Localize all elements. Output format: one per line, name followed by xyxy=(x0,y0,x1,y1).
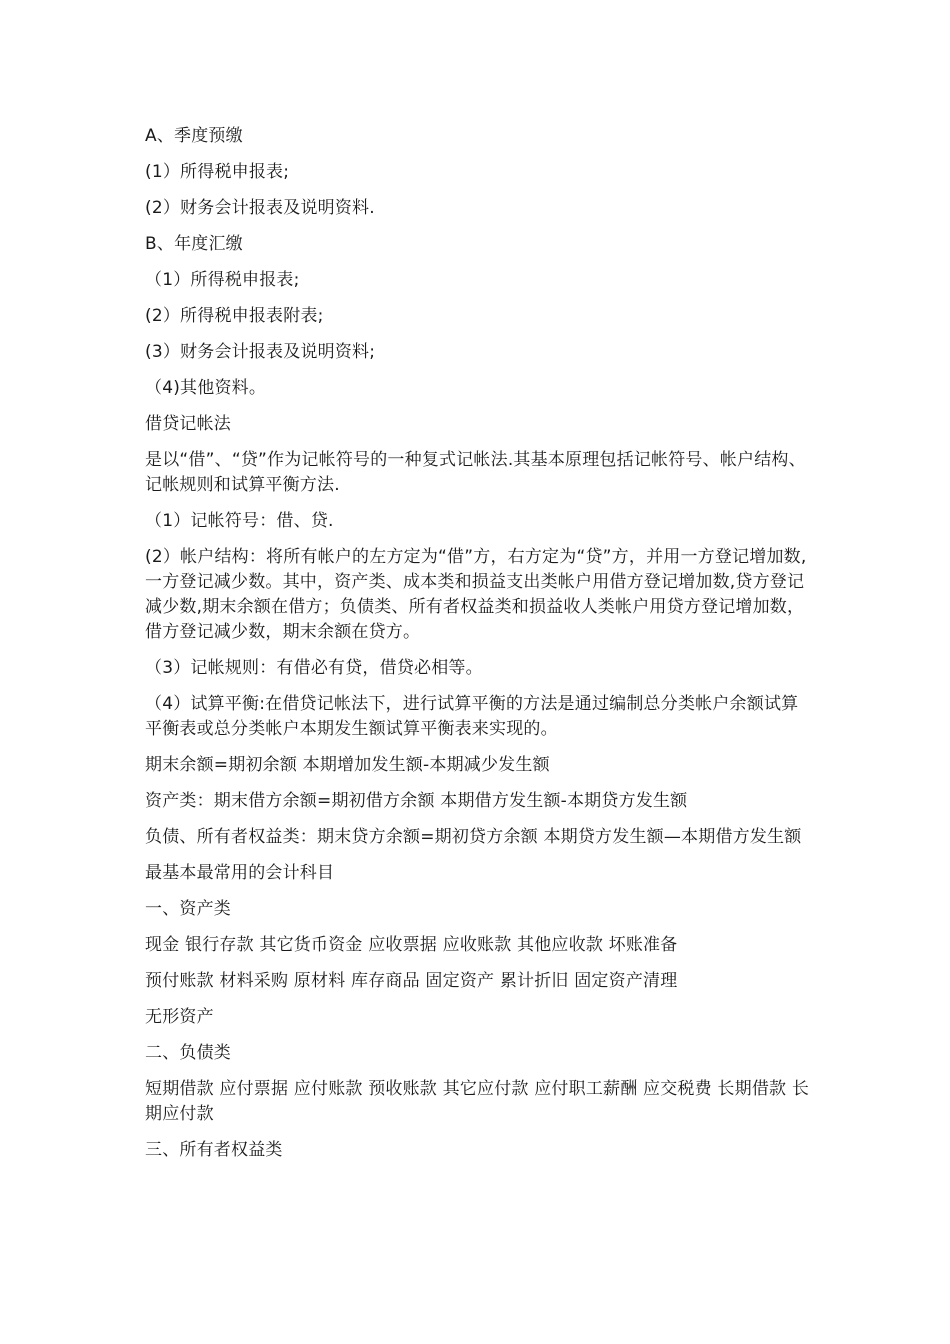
heading-liabilities: 二、负债类 xyxy=(145,1043,231,1063)
heading-quarterly-prepayment: A、季度预缴 xyxy=(145,126,243,146)
list-item: (3）财务会计报表及说明资料; xyxy=(145,342,376,362)
list-item: (2）所得税申报表附表; xyxy=(145,306,324,326)
list-item: (2）帐户结构：将所有帐户的左方定为“借”方，右方定为“贷”方，并用一方登记增加数,一方登记减少数。其中，资产类、成本类和损益支出类帐户用借方登记增加数,贷方登记减少数,期末余额在借方；负债类、所有者权益类和损益收人类帐户用贷方登记增加数，借方登记减少数，期末余额在贷方。 xyxy=(145,547,807,642)
heading-common-accounts: 最基本最常用的会计科目 xyxy=(145,863,335,883)
heading-owners-equity: 三、所有者权益类 xyxy=(145,1140,283,1160)
formula-line: 负债、所有者权益类：期末贷方余额=期初贷方余额 本期贷方发生额—本期借方发生额 xyxy=(145,827,802,847)
accounts-list: 现金 银行存款 其它货币资金 应收票据 应收账款 其他应收款 坏账准备 xyxy=(145,935,678,955)
accounts-list: 短期借款 应付票据 应付账款 预收账款 其它应付款 应付职工薪酬 应交税费 长期借款 长期应付款 xyxy=(145,1079,810,1124)
list-item: (2）财务会计报表及说明资料. xyxy=(145,198,375,218)
list-item: (1）所得税申报表; xyxy=(145,162,290,182)
heading-assets: 一、资产类 xyxy=(145,899,231,919)
formula-line: 期末余额=期初余额 本期增加发生额-本期减少发生额 xyxy=(145,755,550,775)
accounts-list: 无形资产 xyxy=(145,1007,214,1027)
heading-annual-settlement: B、年度汇缴 xyxy=(145,234,243,254)
paragraph-definition: 是以“借”、“贷”作为记帐符号的一种复式记帐法.其基本原理包括记帐符号、帐户结构、记帐规则和试算平衡方法. xyxy=(145,450,806,495)
list-item: （4)其他资料。 xyxy=(145,378,267,398)
heading-debit-credit-method: 借贷记帐法 xyxy=(145,414,231,434)
list-item: （4）试算平衡:在借贷记帐法下，进行试算平衡的方法是通过编制总分类帐户余额试算平衡表或总分类帐户本期发生额试算平衡表来实现的。 xyxy=(145,694,799,739)
list-item: （3）记帐规则：有借必有贷，借贷必相等。 xyxy=(145,658,483,678)
list-item: （1）所得税申报表; xyxy=(145,270,300,290)
document-body xyxy=(145,124,813,1174)
accounts-list: 预付账款 材料采购 原材料 库存商品 固定资产 累计折旧 固定资产清理 xyxy=(145,971,678,991)
list-item: （1）记帐符号：借、贷. xyxy=(145,511,334,531)
formula-line: 资产类：期末借方余额=期初借方余额 本期借方发生额-本期贷方发生额 xyxy=(145,791,688,811)
